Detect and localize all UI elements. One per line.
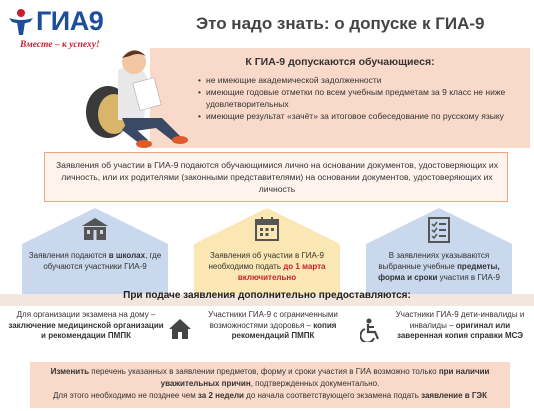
house-text: В заявлениях указываются выбранные учебные предметы, форма и сроки участия в ГИА-9 — [378, 251, 500, 282]
house-card-deadline — [192, 206, 342, 300]
change-rules-text: Изменить перечень указанных в заявлении предметов, форму и сроки участия в ГИА возможно только при наличии уважительных причин, подтвержденных документально. Для этого необходимо не позднее чем за 2 недели до начала соответствующего экзамена подать заявление в ГЭК — [50, 367, 490, 400]
wheelchair-icon — [360, 318, 382, 342]
requirement-item: • не имеющие академической задолженности — [198, 74, 518, 86]
change-rules-box — [30, 362, 510, 408]
document-icon — [427, 216, 451, 244]
additional-item-home-exam: Для организации экзамена на дому – заключение медицинской организации и рекомендации ПМПК — [8, 310, 164, 340]
additional-title: При подаче заявления дополнительно предоставляются: — [123, 290, 411, 301]
house-card-schools — [20, 206, 170, 300]
requirements-title: К ГИА-9 допускаются обучающиеся: — [245, 56, 435, 68]
statement-text: Заявления об участии в ГИА-9 подаются обучающимися лично на основании документов, удостоверяющих их личность, или их родителями (законными представителями) на основании документов, удостоверяющих их личность — [55, 160, 499, 194]
additional-item-disabled: Участники ГИА-9 дети-инвалиды и инвалиды – оригинал или заверенная копия справки МСЭ — [395, 310, 525, 340]
page-title: Это надо знать: о допуске к ГИА-9 — [196, 14, 485, 33]
calendar-icon — [254, 216, 280, 242]
requirement-item: • имеющие результат «зачёт» за итоговое собеседование по русскому языку — [198, 110, 518, 122]
logo-text: ГИА9 — [36, 6, 104, 36]
logo-slogan: Вместе – к успеху! — [20, 40, 100, 50]
statement-box — [44, 152, 508, 202]
house-text: Заявления об участии в ГИА-9 необходимо подать до 1 марта включительно — [208, 251, 326, 282]
additional-item-ovz: Участники ГИА-9 с ограниченными возможностями здоровья – копия рекомендаций ПМПК — [208, 310, 338, 340]
school-icon — [80, 216, 110, 242]
house-card-subjects — [364, 206, 514, 300]
logo-figure-icon — [6, 8, 36, 36]
requirement-item: • имеющие годовые отметки по всем учебным предметам за 9 класс не ниже удовлетворительных — [198, 86, 518, 110]
student-illustration — [78, 40, 208, 150]
house-text: Заявления подаются в школах, где обучаются участники ГИА-9 — [28, 251, 162, 271]
requirements-list — [198, 74, 518, 122]
home-icon — [168, 318, 192, 340]
